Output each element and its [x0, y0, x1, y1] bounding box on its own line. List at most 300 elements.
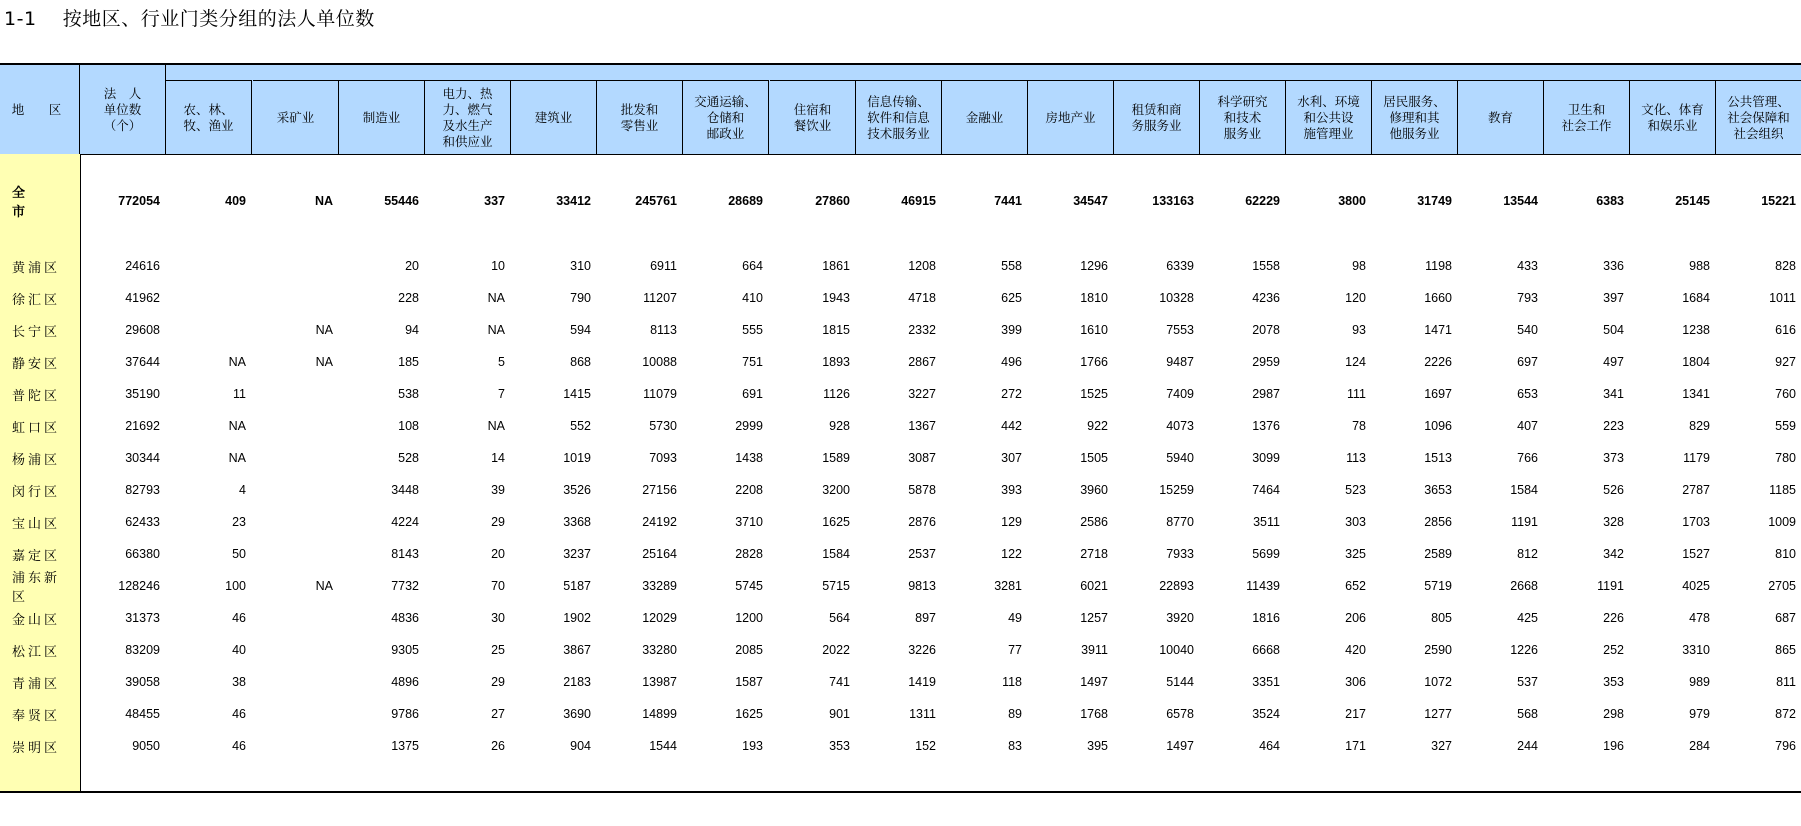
table-cell: 4073: [1166, 419, 1194, 433]
row-label: 松江区: [12, 644, 61, 660]
row-label: 宝山区: [12, 516, 61, 532]
table-cell: NA: [315, 355, 333, 369]
table-cell: 1943: [822, 291, 850, 305]
table-cell: 46: [232, 707, 246, 721]
table-cell: 29: [491, 515, 505, 529]
table-cell: 1257: [1080, 611, 1108, 625]
table-cell: 3511: [1253, 515, 1280, 529]
table-cell: 1558: [1252, 259, 1280, 273]
header-industry: 信息传输、 软件和信息 技术服务业: [856, 80, 942, 154]
table-cell: 496: [1001, 355, 1022, 369]
table-cell: 7: [498, 387, 505, 401]
header-industry: 公共管理、 社会保障和 社会组织: [1716, 80, 1801, 154]
table-cell: 1625: [735, 707, 763, 721]
table-cell: 307: [1001, 451, 1022, 465]
table-cell: 10088: [642, 355, 677, 369]
table-cell: 48455: [125, 707, 160, 721]
table-cell: 3226: [908, 643, 936, 657]
table-cell: 89: [1008, 707, 1022, 721]
table-cell: 3200: [822, 483, 850, 497]
table-cell: 6911: [650, 259, 677, 273]
table-cell: [253, 730, 333, 762]
table-cell: 2085: [735, 643, 763, 657]
table-cell: 2208: [735, 483, 763, 497]
table-cell: 25145: [1675, 194, 1710, 208]
table-cell: 2183: [563, 675, 591, 689]
table-cell: 805: [1431, 611, 1452, 625]
table-cell: 98: [1352, 259, 1366, 273]
table-cell: 928: [829, 419, 850, 433]
table-row: [0, 282, 1801, 314]
table-cell: 1768: [1080, 707, 1108, 721]
table-cell: 1238: [1682, 323, 1710, 337]
table-cell: 1019: [563, 451, 591, 465]
row-label: 奉贤区: [12, 708, 61, 724]
table-cell: 228: [398, 291, 419, 305]
table-cell: 1415: [563, 387, 591, 401]
table-cell: 1191: [1597, 579, 1624, 593]
table-cell: 1513: [1424, 451, 1452, 465]
table-cell: 1584: [1510, 483, 1538, 497]
table-cell: 4718: [908, 291, 936, 305]
total-row: [0, 185, 1801, 220]
table-cell: 3310: [1682, 643, 1710, 657]
table-cell: 687: [1775, 611, 1796, 625]
table-cell: 27860: [815, 194, 850, 208]
table-cell: 39: [491, 483, 505, 497]
row-label: 杨浦区: [12, 452, 61, 468]
table-cell: 1296: [1080, 259, 1108, 273]
table-cell: 4836: [391, 611, 419, 625]
table-cell: 24192: [642, 515, 677, 529]
table-cell: 122: [1001, 547, 1022, 561]
table-cell: 33412: [556, 194, 591, 208]
table-cell: 38: [232, 675, 246, 689]
row-label: 金山区: [12, 612, 61, 628]
table-cell: 1505: [1080, 451, 1108, 465]
table-cell: 1126: [823, 387, 850, 401]
table-cell: 828: [1775, 259, 1796, 273]
table-cell: 3911: [1081, 643, 1108, 657]
table-cell: 8770: [1166, 515, 1194, 529]
table-cell: 193: [742, 739, 763, 753]
table-row: [0, 698, 1801, 730]
table-cell: 310: [570, 259, 591, 273]
table-cell: 341: [1603, 387, 1624, 401]
table-cell: 3526: [563, 483, 591, 497]
table-cell: 5719: [1424, 579, 1452, 593]
table-cell: 552: [570, 419, 591, 433]
table-cell: 244: [1517, 739, 1538, 753]
table-cell: 25164: [642, 547, 677, 561]
table-cell: 10328: [1159, 291, 1194, 305]
table-cell: 328: [1603, 515, 1624, 529]
table-cell: 812: [1517, 547, 1538, 561]
table-cell: 523: [1345, 483, 1366, 497]
header-total: 法 人 单位数 （个）: [80, 65, 166, 154]
table-cell: 3099: [1252, 451, 1280, 465]
table-cell: 537: [1517, 675, 1538, 689]
table-cell: 399: [1001, 323, 1022, 337]
table-cell: 13544: [1503, 194, 1538, 208]
table-cell: 1684: [1682, 291, 1710, 305]
table-cell: 420: [1345, 643, 1366, 657]
table-cell: 559: [1775, 419, 1796, 433]
table-cell: 49: [1008, 611, 1022, 625]
table-cell: 697: [1517, 355, 1538, 369]
table-cell: 409: [225, 194, 246, 208]
table-cell: 872: [1775, 707, 1796, 721]
table-cell: 1341: [1682, 387, 1710, 401]
table-cell: 1072: [1424, 675, 1452, 689]
table-cell: 7464: [1252, 483, 1280, 497]
table-cell: 410: [742, 291, 763, 305]
table-row: [0, 346, 1801, 378]
table-cell: 5878: [908, 483, 936, 497]
table-cell: 395: [1087, 739, 1108, 753]
table-cell: 3690: [563, 707, 591, 721]
table-cell: 1208: [908, 259, 936, 273]
table-cell: 78: [1352, 419, 1366, 433]
table-cell: 1766: [1080, 355, 1108, 369]
table-cell: 21692: [125, 419, 160, 433]
table-cell: 7732: [391, 579, 419, 593]
table-cell: 9786: [391, 707, 419, 721]
table-cell: 1497: [1166, 739, 1194, 753]
table-cell: 28689: [728, 194, 763, 208]
table-cell: 171: [1345, 739, 1366, 753]
table-cell: 196: [1603, 739, 1624, 753]
table-cell: 2668: [1510, 579, 1538, 593]
table-cell: 70: [491, 579, 505, 593]
table-cell: 1471: [1424, 323, 1452, 337]
table-cell: [253, 442, 333, 474]
table-cell: 10: [491, 259, 505, 273]
table-cell: 2987: [1252, 387, 1280, 401]
table-cell: 83209: [125, 643, 160, 657]
table-cell: 2867: [908, 355, 936, 369]
table-cell: 3448: [391, 483, 419, 497]
row-label: 崇明区: [12, 740, 61, 756]
table-cell: 5699: [1252, 547, 1280, 561]
table-cell: 3920: [1166, 611, 1194, 625]
table-row: [0, 666, 1801, 698]
table-cell: [253, 602, 333, 634]
table-cell: 9305: [391, 643, 419, 657]
table-cell: 538: [398, 387, 419, 401]
table-cell: 77: [1008, 643, 1022, 657]
table-cell: 1584: [822, 547, 850, 561]
row-label: 黄浦区: [12, 260, 61, 276]
table-cell: 1009: [1768, 515, 1796, 529]
table-cell: [166, 314, 246, 346]
table-cell: 1438: [735, 451, 763, 465]
table-cell: 62229: [1245, 194, 1280, 208]
table-cell: 128246: [118, 579, 160, 593]
table-cell: [253, 474, 333, 506]
header-industry: 金融业: [942, 80, 1028, 154]
table-cell: 11207: [643, 291, 677, 305]
table-row: [0, 250, 1801, 282]
table-cell: 1861: [822, 259, 850, 273]
table-cell: 1810: [1080, 291, 1108, 305]
table-cell: 3710: [735, 515, 763, 529]
table-cell: 741: [829, 675, 850, 689]
table-cell: 33289: [642, 579, 677, 593]
table-cell: 226: [1603, 611, 1624, 625]
table-cell: 922: [1087, 419, 1108, 433]
table-cell: 31749: [1417, 194, 1452, 208]
table-cell: 433: [1517, 259, 1538, 273]
table-cell: 14899: [642, 707, 677, 721]
table-cell: 3960: [1080, 483, 1108, 497]
table-cell: 3237: [563, 547, 591, 561]
table-cell: 811: [1776, 675, 1796, 689]
table-title: 1-1 按地区、行业门类分组的法人单位数: [4, 8, 375, 30]
table-cell: 40: [232, 643, 246, 657]
header-industry: 居民服务、 修理和其 他服务业: [1372, 80, 1458, 154]
table-cell: 2332: [908, 323, 936, 337]
table-cell: 464: [1259, 739, 1280, 753]
table-cell: 829: [1689, 419, 1710, 433]
table-cell: 2590: [1424, 643, 1452, 657]
table-cell: 66380: [125, 547, 160, 561]
table-cell: 652: [1345, 579, 1366, 593]
table-cell: [253, 698, 333, 730]
table-cell: 3800: [1338, 194, 1366, 208]
table-row: [0, 570, 1801, 605]
table-cell: 8143: [391, 547, 419, 561]
table-cell: 5940: [1166, 451, 1194, 465]
table-cell: 82793: [125, 483, 160, 497]
table-cell: 2586: [1080, 515, 1108, 529]
table-cell: 793: [1517, 291, 1538, 305]
table-cell: 4025: [1682, 579, 1710, 593]
table-cell: NA: [228, 355, 246, 369]
table-cell: 664: [742, 259, 763, 273]
table-cell: 14: [491, 451, 505, 465]
table-cell: 594: [570, 323, 591, 337]
table-cell: 108: [398, 419, 419, 433]
table-cell: 2876: [908, 515, 936, 529]
table-cell: 2078: [1252, 323, 1280, 337]
table-cell: 478: [1689, 611, 1710, 625]
table-cell: 6339: [1166, 259, 1194, 273]
table-cell: 2787: [1682, 483, 1710, 497]
table-cell: 1893: [822, 355, 850, 369]
table-cell: [253, 506, 333, 538]
table-cell: 5144: [1166, 675, 1194, 689]
header-industry: 文化、体育 和娱乐业: [1630, 80, 1716, 154]
table-cell: 62433: [125, 515, 160, 529]
table-cell: 245761: [635, 194, 677, 208]
table-cell: 152: [915, 739, 936, 753]
table-cell: 616: [1775, 323, 1796, 337]
table-cell: 7553: [1166, 323, 1194, 337]
table-cell: 6668: [1252, 643, 1280, 657]
table-cell: 353: [1603, 675, 1624, 689]
table-row: [0, 474, 1801, 506]
table-cell: 564: [829, 611, 850, 625]
table-cell: [253, 250, 333, 282]
table-cell: 2705: [1768, 579, 1796, 593]
table-cell: 6021: [1080, 579, 1108, 593]
header-region: 地 区: [0, 65, 80, 154]
row-label: 青浦区: [12, 676, 61, 692]
table-cell: 1185: [1769, 483, 1796, 497]
table-cell: 50: [232, 547, 246, 561]
table-cell: 4: [239, 483, 246, 497]
table-cell: 1011: [1769, 291, 1796, 305]
table-cell: 29: [491, 675, 505, 689]
table-cell: 41962: [125, 291, 160, 305]
table-cell: 33280: [642, 643, 677, 657]
table-cell: 7441: [994, 194, 1022, 208]
table-cell: 27: [491, 707, 505, 721]
table-cell: 1804: [1682, 355, 1710, 369]
table-cell: 120: [1345, 291, 1366, 305]
table-cell: 217: [1345, 707, 1366, 721]
table-cell: 1497: [1080, 675, 1108, 689]
header-industry: 水利、环境 和公共设 施管理业: [1286, 80, 1372, 154]
table-cell: 10040: [1159, 643, 1194, 657]
table-cell: 29608: [125, 323, 160, 337]
table-cell: 772054: [118, 194, 160, 208]
table-cell: 1703: [1682, 515, 1710, 529]
table-cell: 1367: [908, 419, 936, 433]
table-cell: 342: [1603, 547, 1624, 561]
table-cell: 9813: [908, 579, 936, 593]
table-cell: 34547: [1073, 194, 1108, 208]
table-cell: 7093: [649, 451, 677, 465]
table-cell: 1376: [1252, 419, 1280, 433]
table-cell: NA: [315, 579, 333, 593]
table-cell: 796: [1775, 739, 1796, 753]
header-industry: 建筑业: [511, 80, 597, 154]
table-cell: 3524: [1252, 707, 1280, 721]
table-cell: 4896: [391, 675, 419, 689]
table-cell: 4236: [1252, 291, 1280, 305]
table-cell: 5730: [649, 419, 677, 433]
table-cell: 3653: [1424, 483, 1452, 497]
table-cell: [253, 666, 333, 698]
table-cell: 989: [1689, 675, 1710, 689]
table-cell: 327: [1431, 739, 1452, 753]
table-cell: 393: [1001, 483, 1022, 497]
table-cell: 1697: [1424, 387, 1452, 401]
bottom-rule: [0, 791, 1801, 793]
table-cell: 284: [1689, 739, 1710, 753]
table-cell: 901: [829, 707, 850, 721]
table-cell: 55446: [384, 194, 419, 208]
table-cell: 1198: [1425, 259, 1452, 273]
table-cell: 3227: [908, 387, 936, 401]
table-cell: 555: [742, 323, 763, 337]
table-row: [0, 538, 1801, 570]
table-cell: 5745: [735, 579, 763, 593]
table-cell: [253, 410, 333, 442]
table-cell: 223: [1603, 419, 1624, 433]
table-cell: NA: [487, 291, 505, 305]
table-cell: 46: [232, 739, 246, 753]
table-cell: 927: [1775, 355, 1796, 369]
table-cell: 1277: [1424, 707, 1452, 721]
table-cell: 1096: [1424, 419, 1452, 433]
table-cell: 93: [1352, 323, 1366, 337]
header-industry: 批发和 零售业: [597, 80, 683, 154]
table-cell: 2999: [735, 419, 763, 433]
table-row: [0, 730, 1801, 762]
table-cell: 5715: [822, 579, 850, 593]
table-cell: 23: [232, 515, 246, 529]
table-cell: 558: [1001, 259, 1022, 273]
table-cell: 2828: [735, 547, 763, 561]
table-cell: 26: [491, 739, 505, 753]
table-cell: 7933: [1166, 547, 1194, 561]
header-industry: 科学研究 和技术 服务业: [1200, 80, 1286, 154]
table-cell: 790: [570, 291, 591, 305]
table-cell: 15221: [1761, 194, 1796, 208]
table-cell: 904: [570, 739, 591, 753]
table-cell: 111: [1346, 387, 1366, 401]
table-cell: 94: [405, 323, 419, 337]
table-row: [0, 410, 1801, 442]
table-cell: 353: [829, 739, 850, 753]
table-cell: 6578: [1166, 707, 1194, 721]
header-industry: 制造业: [339, 80, 425, 154]
row-label: 嘉定区: [12, 548, 61, 564]
row-label: 长宁区: [12, 324, 61, 340]
table-cell: 1311: [909, 707, 936, 721]
table-cell: 766: [1517, 451, 1538, 465]
row-label: 浦东新区: [12, 571, 61, 605]
table-cell: 337: [484, 194, 505, 208]
table-cell: NA: [487, 323, 505, 337]
table-cell: [166, 250, 246, 282]
table-cell: 25: [491, 643, 505, 657]
table-cell: 118: [1002, 675, 1022, 689]
table-cell: NA: [314, 194, 333, 208]
table-cell: 568: [1517, 707, 1538, 721]
table-cell: 1544: [649, 739, 677, 753]
table-cell: 12029: [642, 611, 677, 625]
table-cell: 1226: [1510, 643, 1538, 657]
table-cell: 9050: [132, 739, 160, 753]
table-cell: 1587: [735, 675, 763, 689]
table-cell: [166, 282, 246, 314]
table-cell: 133163: [1152, 194, 1194, 208]
table-cell: 336: [1603, 259, 1624, 273]
table-cell: 129: [1001, 515, 1022, 529]
table-cell: 13987: [642, 675, 677, 689]
table-cell: 22893: [1159, 579, 1194, 593]
table-cell: 1200: [735, 611, 763, 625]
table-cell: 504: [1603, 323, 1624, 337]
table-cell: 1191: [1511, 515, 1538, 529]
table-cell: 6383: [1596, 194, 1624, 208]
table-cell: 306: [1345, 675, 1366, 689]
table-cell: 2537: [908, 547, 936, 561]
table-cell: 1419: [908, 675, 936, 689]
table-cell: 780: [1775, 451, 1796, 465]
table-cell: 20: [405, 259, 419, 273]
table-cell: 252: [1603, 643, 1624, 657]
table-cell: 1660: [1424, 291, 1452, 305]
table-cell: 442: [1001, 419, 1022, 433]
table-row: [0, 634, 1801, 666]
table-cell: [253, 634, 333, 666]
table-cell: [253, 282, 333, 314]
